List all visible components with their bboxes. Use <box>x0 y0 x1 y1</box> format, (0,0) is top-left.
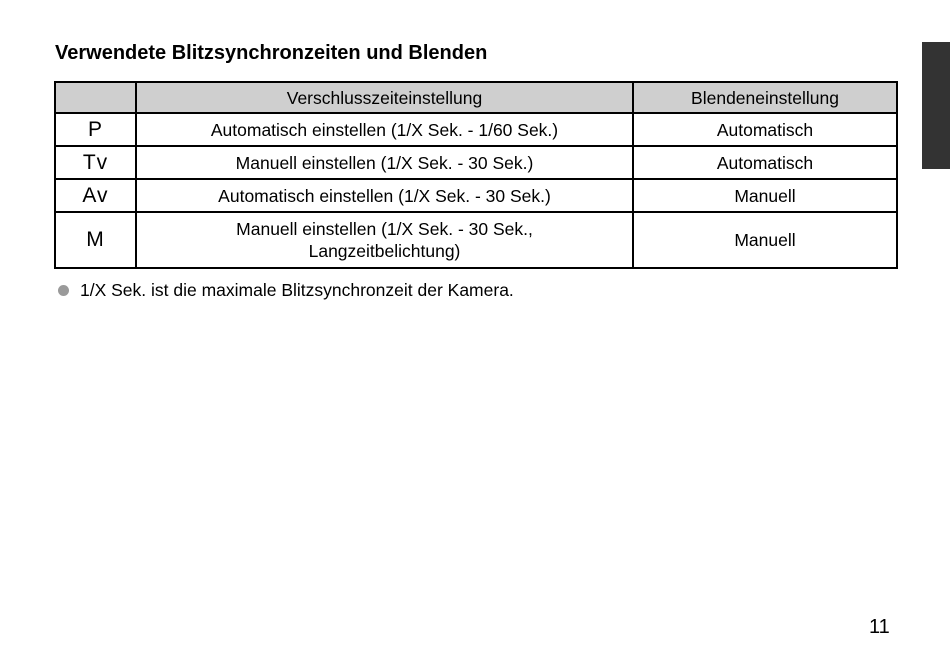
header-shutter-setting: Verschlusszeiteinstellung <box>136 82 633 113</box>
table-header-row <box>55 82 897 113</box>
footnote-text: 1/X Sek. ist die maximale Blitzsynchronzeit der Kamera. <box>80 280 514 300</box>
mode-cell: Av <box>55 179 136 212</box>
mode-cell: Tv <box>55 146 136 179</box>
shutter-cell: Automatisch einstellen (1/X Sek. - 1/60 Sek.) <box>136 113 633 146</box>
shutter-line-2: Langzeitbelichtung) <box>308 241 461 261</box>
shutter-cell: Automatisch einstellen (1/X Sek. - 30 Sek.) <box>136 179 633 212</box>
header-aperture-setting: Blendeneinstellung <box>633 82 897 113</box>
shutter-line-1: Manuell einstellen (1/X Sek. - 30 Sek., <box>236 219 533 239</box>
footnote <box>58 280 514 301</box>
shutter-cell <box>136 212 633 268</box>
aperture-cell: Manuell <box>633 212 897 268</box>
header-mode <box>55 82 136 113</box>
page-number: 11 <box>869 616 890 638</box>
table-row <box>55 179 897 212</box>
flash-sync-table <box>54 81 898 269</box>
table-row <box>55 212 897 268</box>
table-row <box>55 146 897 179</box>
mode-cell: M <box>55 212 136 268</box>
aperture-cell: Automatisch <box>633 113 897 146</box>
aperture-cell: Manuell <box>633 179 897 212</box>
shutter-cell: Manuell einstellen (1/X Sek. - 30 Sek.) <box>136 146 633 179</box>
bullet-icon <box>58 285 69 296</box>
aperture-cell: Automatisch <box>633 146 897 179</box>
mode-cell: P <box>55 113 136 146</box>
chapter-side-tab <box>922 42 950 169</box>
table-row <box>55 113 897 146</box>
section-title: Verwendete Blitzsynchronzeiten und Blenden <box>55 42 488 64</box>
